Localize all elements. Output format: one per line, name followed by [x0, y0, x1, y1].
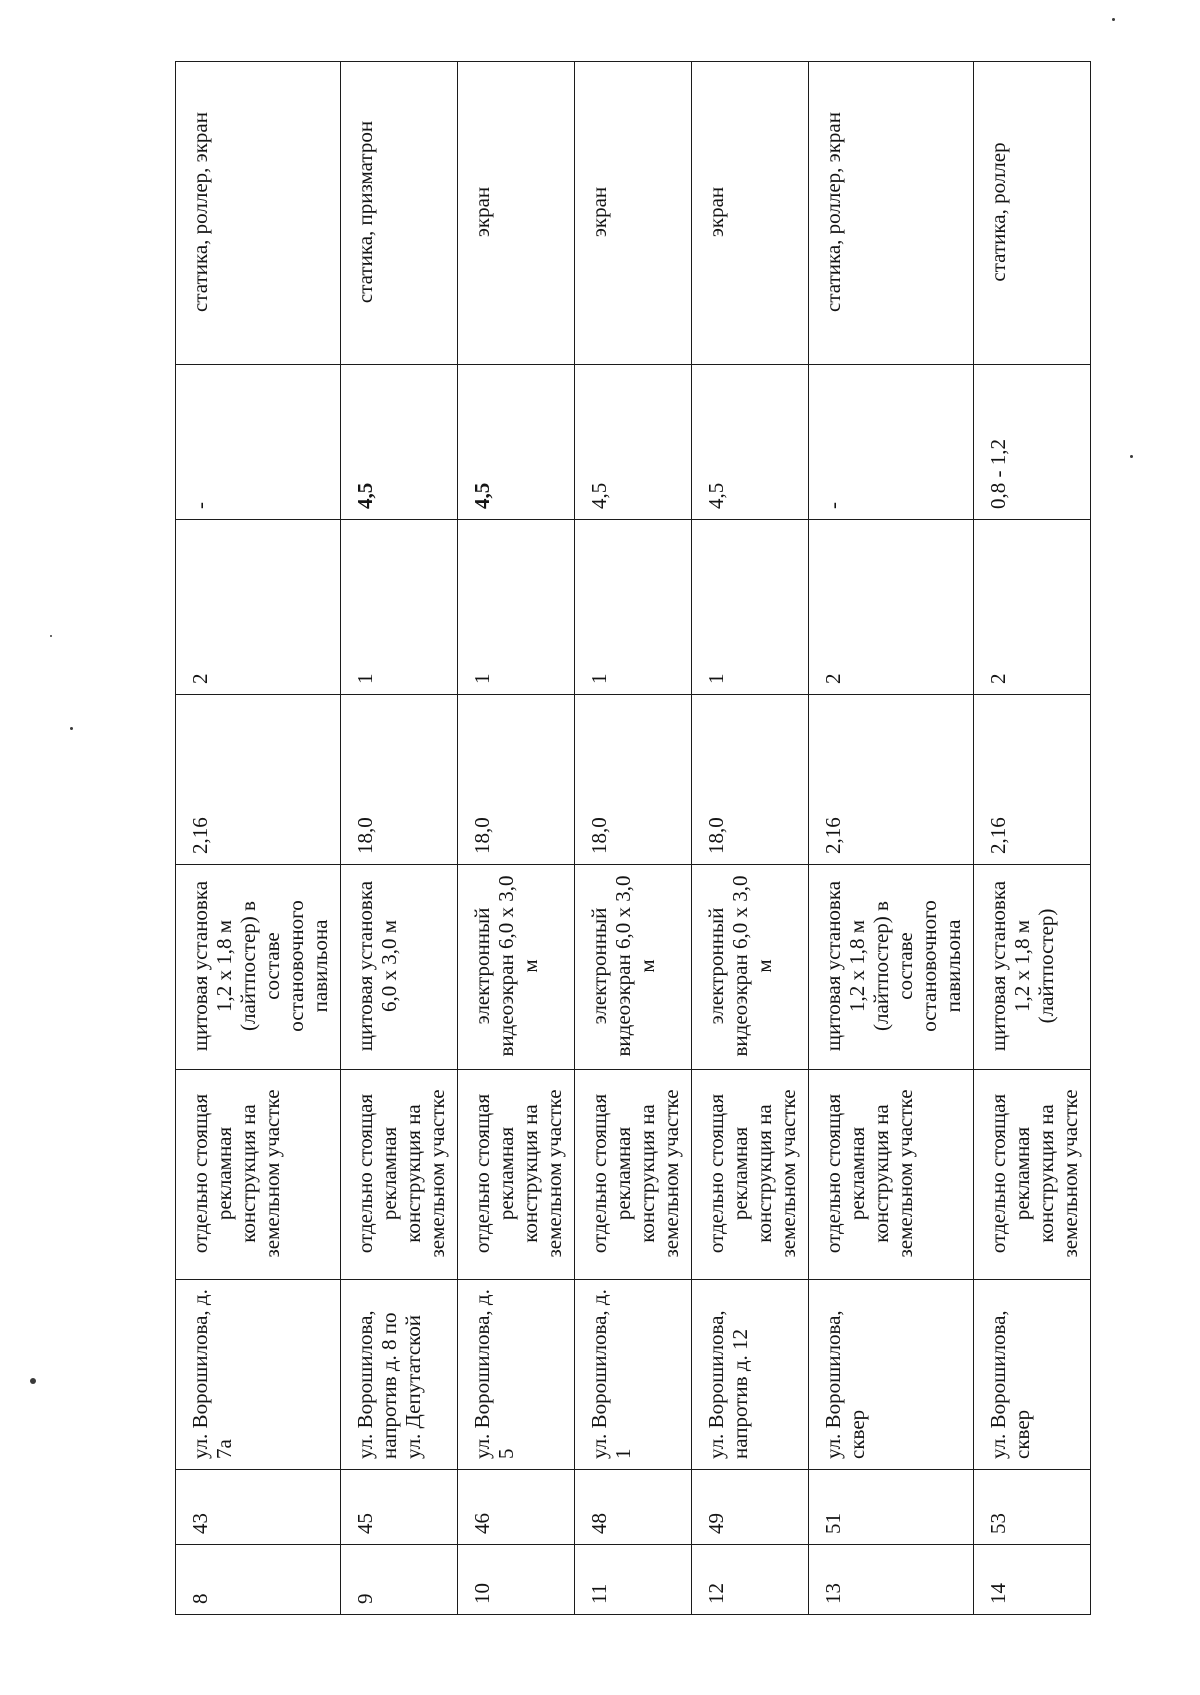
row-number-cell: 11: [575, 1545, 692, 1615]
address-cell: ул. Ворошилова, напротив д. 12: [692, 1280, 809, 1470]
address-cell: ул. Ворошилова, сквер: [974, 1280, 1091, 1470]
sides-cell: 2: [974, 520, 1091, 695]
sides-cell: 1: [575, 520, 692, 695]
format-cell: щитовая установка 1,2 х 1,8 м (лайтпостер): [974, 865, 1091, 1070]
rotated-table-wrapper: [175, 62, 1082, 1615]
address-cell: ул. Ворошилова, д. 1: [575, 1280, 692, 1470]
sides-cell: 1: [458, 520, 575, 695]
height-cell: 4,5: [458, 365, 575, 520]
scan-speck: [70, 727, 73, 730]
height-cell: 4,5: [692, 365, 809, 520]
technology-cell: статика, роллер, экран: [809, 62, 974, 365]
technology-cell: статика, роллер: [974, 62, 1091, 365]
area-cell: 18,0: [458, 695, 575, 865]
place-number-cell: 51: [809, 1470, 974, 1545]
height-cell: -: [176, 365, 341, 520]
sides-cell: 1: [341, 520, 458, 695]
row-number-cell: 13: [809, 1545, 974, 1615]
place-number-cell: 48: [575, 1470, 692, 1545]
technology-cell: экран: [575, 62, 692, 365]
row-number-cell: 12: [692, 1545, 809, 1615]
table-body: [176, 62, 1091, 1615]
area-cell: 18,0: [692, 695, 809, 865]
format-cell: электронный видеоэкран 6,0 х 3,0 м: [575, 865, 692, 1070]
place-number-cell: 53: [974, 1470, 1091, 1545]
construction-type-cell: отдельно стоящая рекламная конструкция на земельном участке: [176, 1070, 341, 1280]
technology-cell: экран: [458, 62, 575, 365]
row-number-cell: 9: [341, 1545, 458, 1615]
table-row: [458, 62, 575, 1615]
format-cell: щитовая установка 1,2 х 1,8 м (лайтпостер) в составе остановочного павильона: [176, 865, 341, 1070]
address-cell: ул. Ворошилова, д. 5: [458, 1280, 575, 1470]
sides-cell: 2: [176, 520, 341, 695]
area-cell: 2,16: [974, 695, 1091, 865]
sides-cell: 2: [809, 520, 974, 695]
table-row: [974, 62, 1091, 1615]
height-cell: 0,8 - 1,2: [974, 365, 1091, 520]
address-cell: ул. Ворошилова, сквер: [809, 1280, 974, 1470]
scan-speck: [30, 1378, 36, 1384]
scan-speck: [1130, 455, 1133, 458]
table-row: [341, 62, 458, 1615]
construction-type-cell: отдельно стоящая рекламная конструкция на земельном участке: [458, 1070, 575, 1280]
construction-type-cell: отдельно стоящая рекламная конструкция на земельном участке: [809, 1070, 974, 1280]
technology-cell: экран: [692, 62, 809, 365]
table-row: [176, 62, 341, 1615]
row-number-cell: 8: [176, 1545, 341, 1615]
construction-type-cell: отдельно стоящая рекламная конструкция на земельном участке: [974, 1070, 1091, 1280]
technology-cell: статика, призматрон: [341, 62, 458, 365]
place-number-cell: 43: [176, 1470, 341, 1545]
advertising-places-table: [175, 61, 1091, 1615]
place-number-cell: 45: [341, 1470, 458, 1545]
height-cell: 4,5: [341, 365, 458, 520]
format-cell: электронный видеоэкран 6,0 х 3,0 м: [692, 865, 809, 1070]
table-row: [692, 62, 809, 1615]
address-cell: ул. Ворошилова, напротив д. 8 по ул. Депутатской: [341, 1280, 458, 1470]
format-cell: электронный видеоэкран 6,0 х 3,0 м: [458, 865, 575, 1070]
scan-speck: [1112, 18, 1115, 21]
row-number-cell: 10: [458, 1545, 575, 1615]
area-cell: 2,16: [176, 695, 341, 865]
place-number-cell: 46: [458, 1470, 575, 1545]
format-cell: щитовая установка 1,2 х 1,8 м (лайтпостер) в составе остановочного павильона: [809, 865, 974, 1070]
format-cell: щитовая установка 6,0 х 3,0 м: [341, 865, 458, 1070]
height-cell: -: [809, 365, 974, 520]
place-number-cell: 49: [692, 1470, 809, 1545]
height-cell: 4,5: [575, 365, 692, 520]
construction-type-cell: отдельно стоящая рекламная конструкция на земельном участке: [692, 1070, 809, 1280]
table-row: [809, 62, 974, 1615]
construction-type-cell: отдельно стоящая рекламная конструкция на земельном участке: [575, 1070, 692, 1280]
row-number-cell: 14: [974, 1545, 1091, 1615]
address-cell: ул. Ворошилова, д. 7а: [176, 1280, 341, 1470]
area-cell: 18,0: [575, 695, 692, 865]
area-cell: 2,16: [809, 695, 974, 865]
construction-type-cell: отдельно стоящая рекламная конструкция на земельном участке: [341, 1070, 458, 1280]
scan-speck: [50, 635, 52, 637]
sides-cell: 1: [692, 520, 809, 695]
table-row: [575, 62, 692, 1615]
area-cell: 18,0: [341, 695, 458, 865]
technology-cell: статика, роллер, экран: [176, 62, 341, 365]
